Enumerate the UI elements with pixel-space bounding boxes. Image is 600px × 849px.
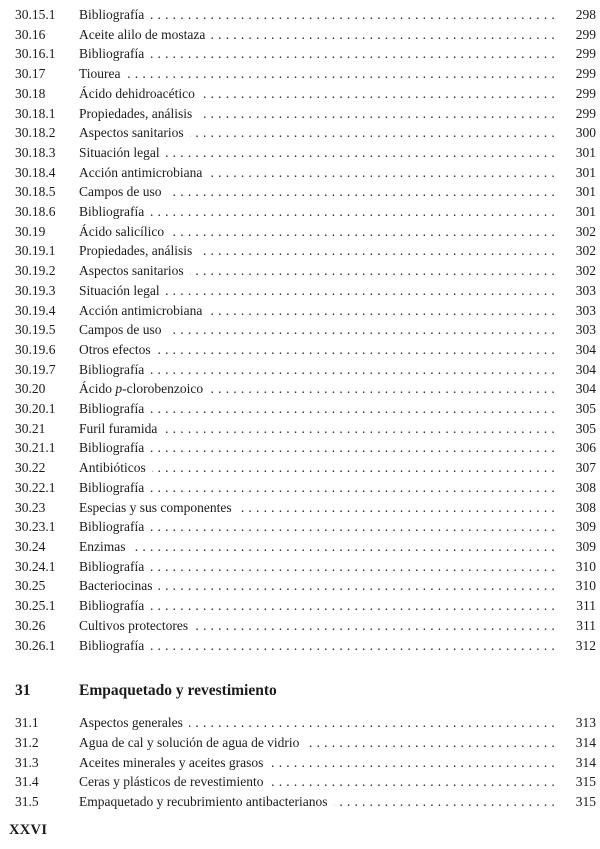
toc-entry xyxy=(15,301,596,321)
toc-entry xyxy=(15,772,596,792)
entry-title: Bibliografía xyxy=(79,401,145,417)
entry-page-number: 308 xyxy=(575,499,596,515)
entry-title: Tiourea xyxy=(79,66,121,82)
toc-entry xyxy=(15,5,596,25)
dot-leader xyxy=(150,478,559,498)
entry-page-number: 305 xyxy=(575,401,596,417)
entry-page-number: 299 xyxy=(575,46,596,62)
entry-title: Aceite alilo de mostaza xyxy=(79,26,206,42)
entry-number: 31.3 xyxy=(15,754,39,770)
entry-title: Propiedades, análisis xyxy=(79,243,193,259)
entry-page-number: 303 xyxy=(575,302,596,318)
toc-entry xyxy=(15,438,596,458)
entry-number: 30.23.1 xyxy=(15,519,56,535)
entry-title: Ácido dehidroacético xyxy=(79,85,195,101)
entry-page-number: 306 xyxy=(575,440,596,456)
entry-page-number: 310 xyxy=(575,578,596,594)
entry-title: Bibliografía xyxy=(79,479,145,495)
entry-title: Bibliografía xyxy=(79,558,145,574)
entry-number: 30.18.3 xyxy=(15,144,56,160)
dot-leader xyxy=(198,241,559,261)
dot-leader xyxy=(208,163,559,183)
chapter-number: 31 xyxy=(15,682,31,700)
toc-entry xyxy=(15,498,596,518)
entry-page-number: 304 xyxy=(575,341,596,357)
entry-page-number: 314 xyxy=(575,754,596,770)
entry-number: 30.19.2 xyxy=(15,263,56,279)
entry-title: Bibliografía xyxy=(79,361,145,377)
entry-title: Antibióticos xyxy=(79,460,146,476)
entry-number: 30.16 xyxy=(15,26,46,42)
dot-leader xyxy=(166,281,559,301)
toc-entry xyxy=(15,340,596,360)
dot-leader xyxy=(211,25,559,45)
toc-entry xyxy=(15,478,596,498)
entry-page-number: 307 xyxy=(575,460,596,476)
toc-entry xyxy=(15,379,596,399)
page-number-roman: XXVI xyxy=(9,822,48,838)
entry-page-number: 303 xyxy=(575,282,596,298)
entry-page-number: 300 xyxy=(575,125,596,141)
entry-title: Bibliografía xyxy=(79,7,145,22)
toc-entry xyxy=(15,713,596,733)
dot-leader xyxy=(168,182,560,202)
entry-title: Situación legal xyxy=(79,144,160,160)
entry-number: 30.26.1 xyxy=(15,637,56,653)
dot-leader xyxy=(305,733,559,753)
toc-entry xyxy=(15,458,596,478)
entry-title: Bibliografía xyxy=(79,46,145,62)
toc-entry xyxy=(15,419,596,439)
chapter-31-heading xyxy=(15,681,596,701)
entry-title: Agua de cal y solución de agua de vidrio xyxy=(79,734,300,750)
entry-title: Ácido salicílico xyxy=(79,223,165,239)
dot-leader xyxy=(190,123,559,143)
toc-entry xyxy=(15,84,596,104)
dot-leader xyxy=(150,636,559,656)
entry-title: Cultivos protectores xyxy=(79,617,189,633)
entry-number: 30.22 xyxy=(15,460,46,476)
dot-leader xyxy=(269,772,559,792)
dot-leader xyxy=(269,753,559,773)
entry-title: Enzimas xyxy=(79,538,126,554)
dot-leader xyxy=(168,320,560,340)
dot-leader xyxy=(201,84,559,104)
dot-leader xyxy=(150,517,559,537)
dot-leader xyxy=(189,713,559,733)
entry-number: 30.20 xyxy=(15,381,46,397)
toc-entry xyxy=(15,399,596,419)
entry-title: Bibliografía xyxy=(79,598,145,614)
entry-title: Bibliografía xyxy=(79,204,145,220)
dot-leader xyxy=(150,399,559,419)
entry-number: 30.20.1 xyxy=(15,401,56,417)
entry-page-number: 309 xyxy=(575,538,596,554)
entry-number: 30.21 xyxy=(15,420,46,436)
entry-number: 30.18.6 xyxy=(15,204,56,220)
dot-leader xyxy=(158,576,559,596)
entry-page-number: 313 xyxy=(575,715,596,731)
toc-entry xyxy=(15,222,596,242)
entry-number: 31.5 xyxy=(15,794,39,810)
entry-number: 30.22.1 xyxy=(15,479,56,495)
toc-entry xyxy=(15,261,596,281)
entry-page-number: 301 xyxy=(575,184,596,200)
entry-title: Campos de uso xyxy=(79,184,162,200)
toc-entry xyxy=(15,104,596,124)
entry-title: Especias y sus componentes xyxy=(79,499,232,515)
chapter-title: Empaquetado y revestimiento xyxy=(79,682,277,700)
dot-leader xyxy=(132,537,560,557)
toc-entry xyxy=(15,517,596,537)
entry-title: Propiedades, análisis xyxy=(79,105,193,121)
dot-leader xyxy=(150,596,559,616)
dot-leader xyxy=(150,557,559,577)
entry-number: 30.19.1 xyxy=(15,243,56,259)
toc-entry xyxy=(15,360,596,380)
entry-page-number: 310 xyxy=(575,558,596,574)
dot-leader xyxy=(152,458,559,478)
entry-title: Acción antimicrobiana xyxy=(79,302,203,318)
entry-title: Bibliografía xyxy=(79,637,145,653)
entry-page-number: 302 xyxy=(575,223,596,239)
entry-page-number: 304 xyxy=(575,361,596,377)
dot-leader xyxy=(194,616,559,636)
entry-page-number: 301 xyxy=(575,204,596,220)
dot-leader xyxy=(127,64,559,84)
entry-page-number: 305 xyxy=(575,420,596,436)
entry-title: Campos de uso xyxy=(79,322,162,338)
toc-entry xyxy=(15,143,596,163)
entry-page-number: 304 xyxy=(575,381,596,397)
entry-title: Bacteriocinas xyxy=(79,578,153,594)
entry-page-number: 302 xyxy=(575,243,596,259)
dot-leader xyxy=(208,301,559,321)
entry-number: 30.17 xyxy=(15,66,46,82)
toc-entry xyxy=(15,557,596,577)
entry-title: Empaquetado y recubrimiento antibacterianos xyxy=(79,794,328,810)
entry-page-number: 298 xyxy=(575,7,596,22)
dot-leader xyxy=(150,360,559,380)
entry-number: 30.18.5 xyxy=(15,184,56,200)
dot-leader xyxy=(157,340,559,360)
dot-leader xyxy=(190,261,559,281)
toc-entry xyxy=(15,616,596,636)
entry-number: 30.19.7 xyxy=(15,361,56,377)
entry-page-number: 299 xyxy=(575,66,596,82)
toc-list-chapter-31 xyxy=(15,713,596,812)
entry-number: 30.24.1 xyxy=(15,558,56,574)
toc-entry xyxy=(15,202,596,222)
entry-page-number: 302 xyxy=(575,263,596,279)
entry-page-number: 315 xyxy=(575,774,596,790)
dot-leader xyxy=(334,792,559,812)
entry-number: 30.19.4 xyxy=(15,302,56,318)
entry-number: 30.16.1 xyxy=(15,46,56,62)
toc-entry xyxy=(15,241,596,261)
entry-page-number: 311 xyxy=(576,617,596,633)
entry-number: 30.19 xyxy=(15,223,46,239)
entry-page-number: 299 xyxy=(575,105,596,121)
entry-title: Aspectos sanitarios xyxy=(79,263,184,279)
entry-page-number: 315 xyxy=(575,794,596,810)
toc-entry xyxy=(15,281,596,301)
toc-entry xyxy=(15,753,596,773)
entry-title: Bibliografía xyxy=(79,440,145,456)
entry-number: 31.4 xyxy=(15,774,39,790)
toc-entry xyxy=(15,123,596,143)
entry-number: 30.18.1 xyxy=(15,105,56,121)
entry-title: Ceras y plásticos de revestimiento xyxy=(79,774,264,790)
toc-list-chapter-30 xyxy=(15,5,596,655)
dot-leader xyxy=(198,104,559,124)
entry-page-number: 301 xyxy=(575,164,596,180)
entry-number: 30.24 xyxy=(15,538,46,554)
entry-page-number: 314 xyxy=(575,734,596,750)
entry-page-number: 301 xyxy=(575,144,596,160)
toc-entry xyxy=(15,596,596,616)
entry-title: Ácido p-clorobenzoico xyxy=(79,381,204,397)
entry-number: 30.23 xyxy=(15,499,46,515)
toc-entry xyxy=(15,320,596,340)
entry-page-number: 303 xyxy=(575,322,596,338)
entry-title: Furil furamida xyxy=(79,420,158,436)
dot-leader xyxy=(150,5,559,25)
dot-leader xyxy=(238,498,559,518)
entry-number: 30.21.1 xyxy=(15,440,56,456)
toc-entry xyxy=(15,25,596,45)
toc-entry xyxy=(15,792,596,812)
dot-leader xyxy=(209,379,559,399)
entry-title: Situación legal xyxy=(79,282,160,298)
entry-number: 31.2 xyxy=(15,734,39,750)
entry-number: 30.18.4 xyxy=(15,164,56,180)
entry-number: 30.19.5 xyxy=(15,322,56,338)
dot-leader xyxy=(163,419,559,439)
entry-title: Acción antimicrobiana xyxy=(79,164,203,180)
entry-number: 30.25 xyxy=(15,578,46,594)
toc-entry xyxy=(15,733,596,753)
entry-page-number: 299 xyxy=(575,85,596,101)
entry-page-number: 299 xyxy=(575,26,596,42)
dot-leader xyxy=(150,44,559,64)
entry-page-number: 309 xyxy=(575,519,596,535)
toc-entry xyxy=(15,163,596,183)
toc-entry xyxy=(15,182,596,202)
entry-title: Aceites minerales y aceites grasos xyxy=(79,754,264,770)
dot-leader xyxy=(150,202,559,222)
toc-entry xyxy=(15,44,596,64)
dot-leader xyxy=(170,222,559,242)
entry-number: 31.1 xyxy=(15,715,39,731)
dot-leader xyxy=(166,143,559,163)
entry-title: Otros efectos xyxy=(79,341,151,357)
entry-page-number: 308 xyxy=(575,479,596,495)
entry-number: 30.15.1 xyxy=(15,7,56,22)
entry-title: Aspectos generales xyxy=(79,715,183,731)
entry-page-number: 311 xyxy=(576,598,596,614)
entry-title: Bibliografía xyxy=(79,519,145,535)
entry-number: 30.19.6 xyxy=(15,341,56,357)
toc-entry xyxy=(15,636,596,656)
entry-number: 30.18 xyxy=(15,85,46,101)
entry-number: 30.26 xyxy=(15,617,46,633)
entry-page-number: 312 xyxy=(575,637,596,653)
entry-number: 30.18.2 xyxy=(15,125,56,141)
entry-title: Aspectos sanitarios xyxy=(79,125,184,141)
toc-entry xyxy=(15,64,596,84)
dot-leader xyxy=(150,438,559,458)
toc-entry xyxy=(15,576,596,596)
entry-number: 30.25.1 xyxy=(15,598,56,614)
toc-entry xyxy=(15,537,596,557)
entry-number: 30.19.3 xyxy=(15,282,56,298)
